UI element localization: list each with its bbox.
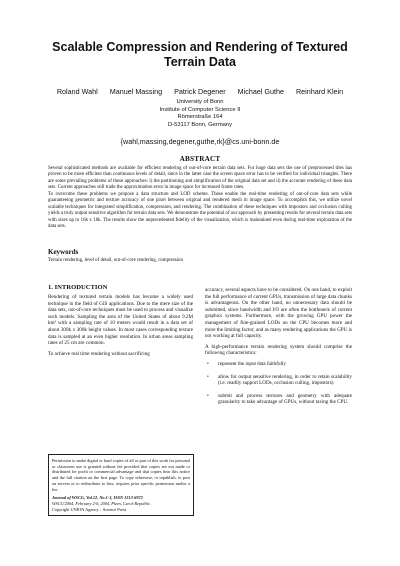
list-item-text: submit and process textures and geometry with adequate granularity to take advantage of GPUs, without taxing the CPU.: [218, 392, 352, 406]
journal-citation: Journal of WSCG, Vol.12, No.1-3, ISSN 1213-6972: [52, 495, 143, 501]
keywords-text: Terrain rendering, level of detail, out-of-core rendering, compression: [48, 258, 183, 263]
affiliation: [60, 99, 340, 129]
intro-left-column: [48, 294, 193, 361]
keywords-heading: Keywords: [48, 248, 79, 256]
permission-notice: Permission to make digital or hard copies of all or part of this work for personal or classroom use is granted without fee provided that copies are not made or distributed for profit or commercial advantage and that copies bear this notice and the full citation on the first page. To copy otherwise, or republish, to post on servers or to redistribute to lists, requires prior specific permission and/or a fee.: [52, 458, 190, 492]
abstract-body: [48, 166, 352, 231]
author-name: Patrick Degener: [174, 87, 226, 96]
list-item: [205, 374, 352, 387]
copyright-line: Copyright UNION Agency – Science Press: [52, 506, 127, 512]
list-item-text: allow for output sensitive rendering, in order to retain scalability (i.e. readily support LODs, occlusion culling, impostors): [218, 373, 352, 387]
affiliation-line: D-53117 Bonn, Germany: [167, 121, 232, 128]
paper-title: Scalable Compression and Rendering of Textured Terrain Data: [52, 40, 348, 69]
author-email: {wahl,massing,degener,guthe,rk}@cs.uni-bonn.de: [120, 137, 280, 146]
affiliation-line: Institute of Computer Science II: [159, 106, 241, 113]
author-name: Reinhard Klein: [295, 87, 344, 96]
author-name: Michael Guthe: [237, 87, 284, 96]
body-paragraph: To achieve real time rendering without sacrificing: [48, 350, 150, 357]
body-paragraph: A high-performance terrain rendering system should comprise the following characteristics:: [205, 343, 352, 357]
abstract-heading: ABSTRACT: [179, 155, 221, 163]
abstract-paragraph: Several sophisticated methods are available for efficient rendering of out-of-core terrain data sets. For huge data sets the use of preprocessed tiles has proven to be more efficient than continuous levels of detail, since in the latter case the screen space error has to be verified for individual triangles. There are some prevailing problems of these approaches: i) the partitioning and simplification of the original data set and ii) the accurate rendering of these data sets. Current approaches still trade the approximation error in image space for increased frame rates.: [48, 166, 352, 191]
affiliation-line: University of Bonn: [176, 99, 224, 105]
conference-citation: WSCG'2004, February 2-6, 2004, Plzen, Czech Republic.: [52, 500, 151, 506]
capability-list: [205, 361, 352, 406]
body-paragraph: Rendering of textured terrain models has become a widely used technique in the field of GIS applications. Due to the mere size of the data sets, out-of-core techniques must be used to process and visualize such models. Sampling the area of the United States of about 9.2M km² with a sampling rate of 10 meters would result in a data set of about 300k x 300k height values. In most cases corresponding texture data is sampled at an even higher resolution. In urban areas sampling rates of 25 cm are common.: [48, 294, 193, 347]
body-paragraph: accuracy, several aspects have to be considered. On one hand, to exploit the full performance of current GPUs, transmission of large data chunks is advantageous. On the other hand, no unnecessary data should be submitted, since bandwidth and I/O are often the bottleneck of current graphics systems. Furthermore, with the growing GPU power the management of fine-grained LODs on the CPU becomes more and more the limiting factor, and as many rendering applications the GPU is not working at full capacity.: [205, 287, 352, 340]
list-item: [205, 361, 352, 368]
affiliation-line: Römerstraße 164: [177, 114, 223, 121]
permission-box: [48, 454, 194, 516]
intro-right-column: [205, 287, 352, 412]
section-heading: 1. INTRODUCTION: [48, 284, 108, 291]
list-item-text: represent the input data faithfully: [218, 360, 286, 367]
abstract-paragraph: To overcome these problems we propose a data structure and LOD scheme. These enable the real-time rendering of out-of-core data sets while guaranteeing geometric and texture accuracy of one pixel between original and rendered mesh in image space. To accomplish this, we utilize novel scalable techniques for integrated simplification, compression, and rendering. The combination of these techniques with impostors and occlusion culling yields a truly output sensitive algorithm for terrain data sets. We demonstrate the potential of our approach by presenting results for several terrain data sets with sizes up to 16k x 16k. The results show the unprecedented fidelity of the visualization, which is maintained even during real-time exploration of the data sets.: [48, 191, 352, 230]
bullet-icon: •: [207, 360, 209, 367]
list-item: [205, 393, 352, 406]
bullet-icon: •: [207, 392, 209, 399]
author-name: Manuel Massing: [109, 87, 163, 96]
bullet-icon: •: [207, 373, 209, 380]
author-list: [20, 87, 380, 96]
author-name: Roland Wahl: [56, 87, 98, 96]
